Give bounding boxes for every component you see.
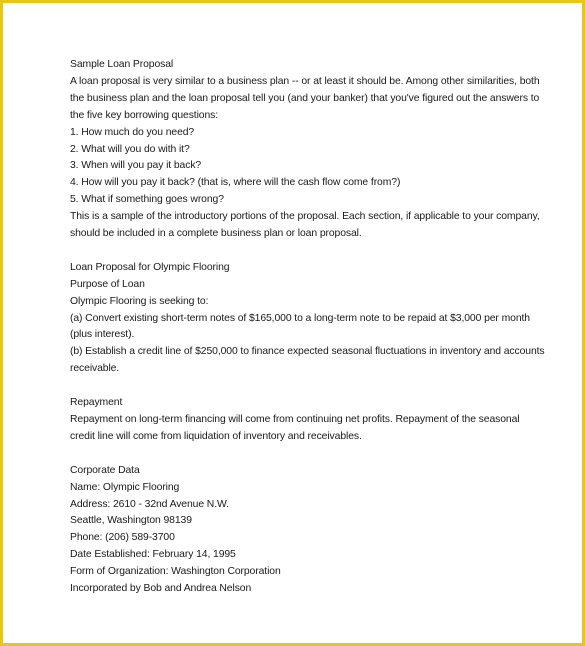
corporate-heading: Corporate Data	[70, 464, 140, 476]
question-item: 2. What will you do with it?	[70, 143, 190, 155]
section-spacer	[70, 243, 540, 260]
intro-paragraph-line: A loan proposal is very similar to a business plan -- or at least it should be. Among other similarities, both	[70, 75, 540, 87]
question-item: 3. When will you pay it back?	[70, 160, 202, 172]
repayment-line: credit line will come from liquidation of inventory and receivables.	[70, 430, 362, 442]
corporate-organization: Form of Organization: Washington Corporation	[70, 566, 281, 578]
corporate-address: Address: 2610 - 32nd Avenue N.W.	[70, 498, 229, 510]
purpose-item-b-line: receivable.	[70, 363, 120, 375]
repayment-line: Repayment on long-term financing will come from continuing net profits. Repayment of the seasonal	[70, 414, 520, 425]
section-spacer	[70, 378, 540, 395]
question-item: 1. How much do you need?	[70, 126, 195, 138]
purpose-subheading: Purpose of Loan	[70, 278, 145, 290]
proposal-heading: Loan Proposal for Olympic Flooring	[70, 261, 230, 273]
corporate-incorporators: Incorporated by Bob and Andrea Nelson	[70, 583, 252, 595]
purpose-item-a-line: (a) Convert existing short-term notes of $165,000 to a long-term note to be repaid at $3,000 per month	[70, 312, 530, 324]
repayment-heading: Repayment	[70, 397, 123, 409]
section-spacer	[70, 446, 540, 463]
intro-paragraph-line: the five key borrowing questions:	[70, 109, 219, 121]
purpose-item-b-line: (b) Establish a credit line of $250,000 to finance expected seasonal fluctuations in inventory and accounts	[70, 346, 545, 358]
corporate-name: Name: Olympic Flooring	[70, 481, 180, 493]
document-body	[70, 57, 545, 598]
intro-closing-line: This is a sample of the introductory portions of the proposal. Each section, if applicable to your company,	[70, 211, 540, 223]
purpose-item-a-line: (plus interest).	[70, 329, 135, 341]
purpose-lead: Olympic Flooring is seeking to:	[70, 295, 209, 307]
intro-closing-line: should be included in a complete business plan or loan proposal.	[70, 228, 362, 240]
question-item: 5. What if something goes wrong?	[70, 194, 224, 206]
corporate-phone: Phone: (206) 589-3700	[70, 532, 175, 544]
corporate-city: Seattle, Washington 98139	[70, 515, 192, 527]
intro-paragraph-line: the business plan and the loan proposal tell you (and your banker) that you've figured out the answers to	[70, 92, 540, 104]
document-title: Sample Loan Proposal	[70, 59, 174, 70]
corporate-established: Date Established: February 14, 1995	[70, 549, 236, 561]
question-item: 4. How will you pay it back? (that is, where will the cash flow come from?)	[70, 177, 401, 189]
